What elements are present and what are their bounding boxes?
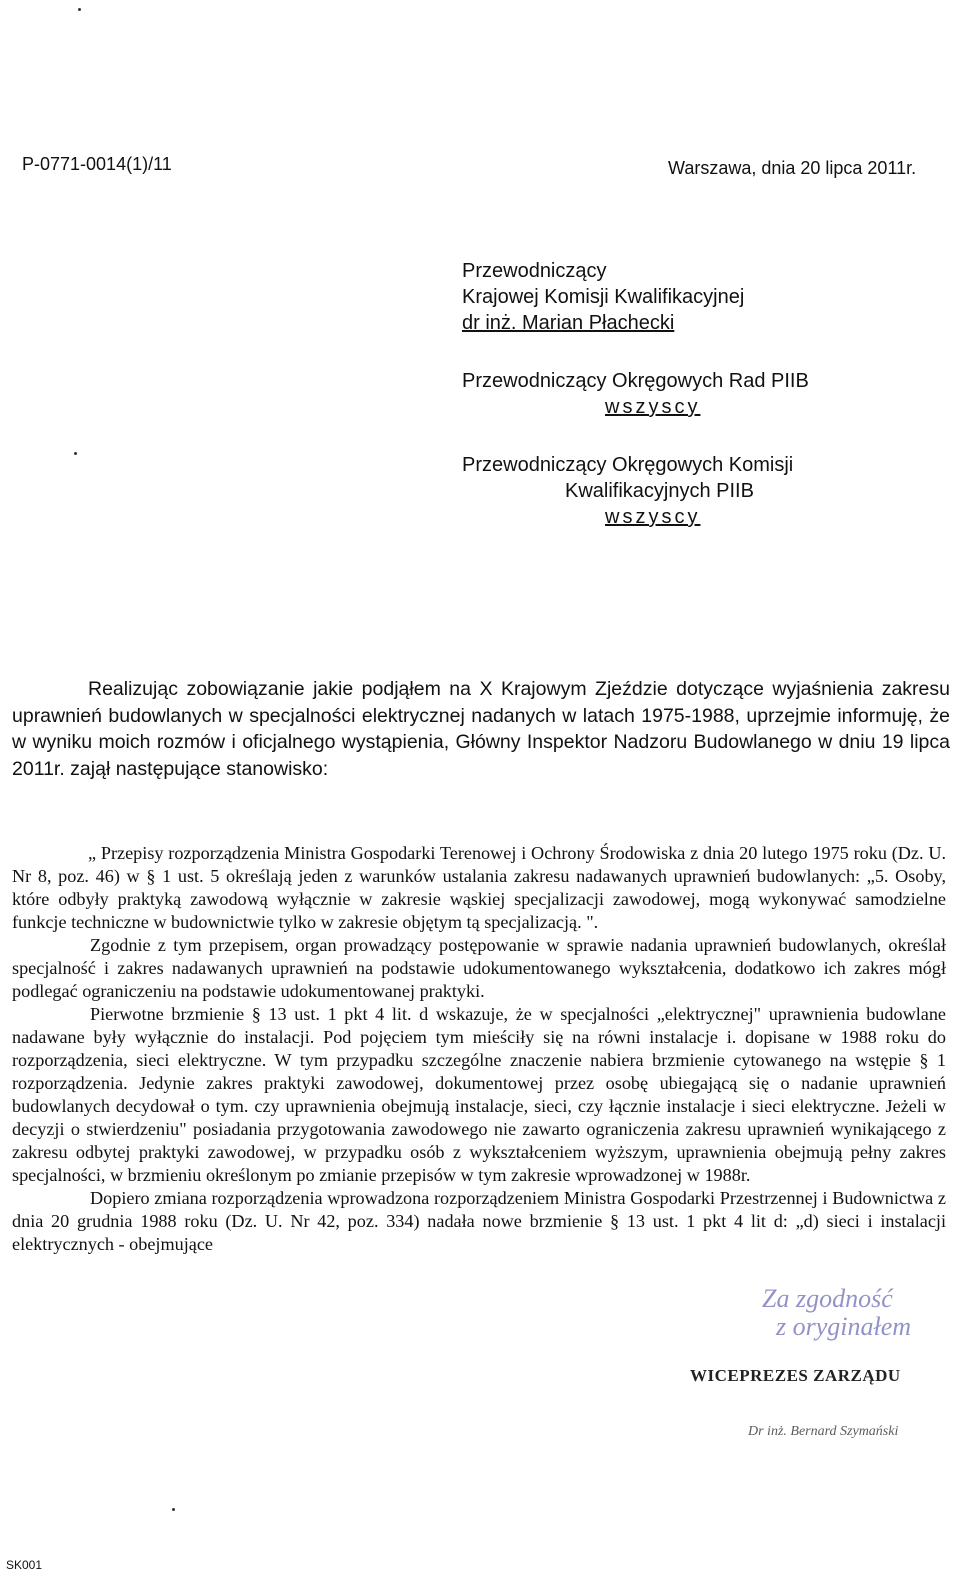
document-reference: P-0771-0014(1)/11 <box>22 154 172 174</box>
scan-speck <box>74 452 77 455</box>
addressee-person: dr inż. Marian Płachecki <box>462 312 675 334</box>
stamp-line-2: z oryginałem <box>776 1312 912 1341</box>
quoted-regulation: „ Przepisy rozporządzenia Ministra Gospodarki Terenowej i Ochrony Środowiska z dnia 20 lutego 1975 roku (Dz. U. Nr 8, poz. 46) w § 1 ust. 5 określają jeden z warunków ustalania zakresu nadawanych uprawnień budowlanych: „5. Osoby, które odbyły praktyką zawodową wyłącznie w zakresie wąskiej specjalizacji zawodowej, mogą wykonywać samodzielne funkcje techniczne w budownictwie tylko w zakresie objętym tą specjalizacją. ". <box>12 843 946 932</box>
addressee-title: Przewodniczący <box>462 260 607 282</box>
stamp-title: WICEPREZES ZARZĄDU <box>690 1366 901 1385</box>
stamp-line-1: Za zgodność <box>762 1284 893 1313</box>
addressee-committee: Krajowej Komisji Kwalifikacyjnej <box>462 286 745 308</box>
addressee-block-3 <box>462 452 793 530</box>
addressee-block-2 <box>462 368 809 420</box>
body-paragraph-3: Dopiero zmiana rozporządzenia wprowadzona rozporządzeniem Ministra Gospodarki Przestrzennej i Budownictwa z dnia 20 grudnia 1988 roku (Dz. U. Nr 42, poz. 334) nadała nowe brzmienie § 13 ust. 1 pkt 4 lit d: „d) sieci i instalacji elektrycznych - obejmujące <box>12 1188 946 1254</box>
addressee-committee: Kwalifikacyjnych PIIB <box>565 480 754 502</box>
letter-body <box>12 842 946 1256</box>
intro-paragraph: Realizując zobowiązanie jakie podjąłem na X Krajowym Zjeździe dotyczące wyjaśnienia zakresu uprawnień budowlanych w specjalności elektrycznej nadanych w latach 1975-1988, uprzejmie informuję, że w wyniku moich rozmów i oficjalnego wystąpienia, Główny Inspektor Nadzoru Budowlanego w dniu 19 lipca 2011r. zajął następujące stanowisko: <box>12 678 950 780</box>
footer-code: SK001 <box>6 1558 43 1572</box>
stamp-signature: Dr inż. Bernard Szymański <box>748 1424 899 1439</box>
body-paragraph-2: Pierwotne brzmienie § 13 ust. 1 pkt 4 lit. d wskazuje, że w specjalności „elektrycznej" uprawnienia budowlane nadawane były wyłącznie do instalacji. Pod pojęciem tym mieściły się na równi instalacje i. dopisane w 1988 roku do rozporządzenia, sieci elektryczne. W tym przypadku szczególne znaczenie nabiera brzmienie cytowanego na wstępie § 1 rozporządzenia. Jedynie zakres praktyki zawodowej, dokumentowej przez osobę ubiegającą się o nadanie uprawnień budowlanych decydował o tym. czy uprawnienia obejmują instalacje, sieci, czy łącznie instalacje i sieci elektryczne. Jeżeli w decyzji o stwierdzeniu" posiadania przygotowania zawodowego nie zawarto ograniczenia zakresu uprawnień wynikającego z zakresu odbytej praktyki zawodowej, w przypadku osób z wykształceniem wyższym, uprawnienia obejmują pełny zakres specjalności, w brzmieniu określonym po zmianie przepisów w tym zakresie wprowadzonej w 1988r. <box>12 1004 946 1185</box>
addressee-block-1 <box>462 258 744 336</box>
scan-speck <box>78 8 81 11</box>
body-paragraph-1: Zgodnie z tym przepisem, organ prowadzący postępowanie w sprawie nadania uprawnień budowlanych, określał specjalność i zakres nadawanych uprawnień na podstawie udokumentowanego wykształcenia, dodatkowo ich zakres mógł podlegać ograniczeniu na podstawie udokumentowanej praktyki. <box>12 935 946 1001</box>
scan-speck <box>172 1508 175 1511</box>
addressee-all: wszyscy <box>605 396 701 418</box>
place-date: Warszawa, dnia 20 lipca 2011r. <box>668 158 917 178</box>
certification-stamp <box>676 1282 946 1392</box>
addressee-all: wszyscy <box>605 506 701 528</box>
addressee-title: Przewodniczący Okręgowych Komisji <box>462 454 794 476</box>
addressee-title: Przewodniczący Okręgowych Rad PIIB <box>462 370 809 392</box>
